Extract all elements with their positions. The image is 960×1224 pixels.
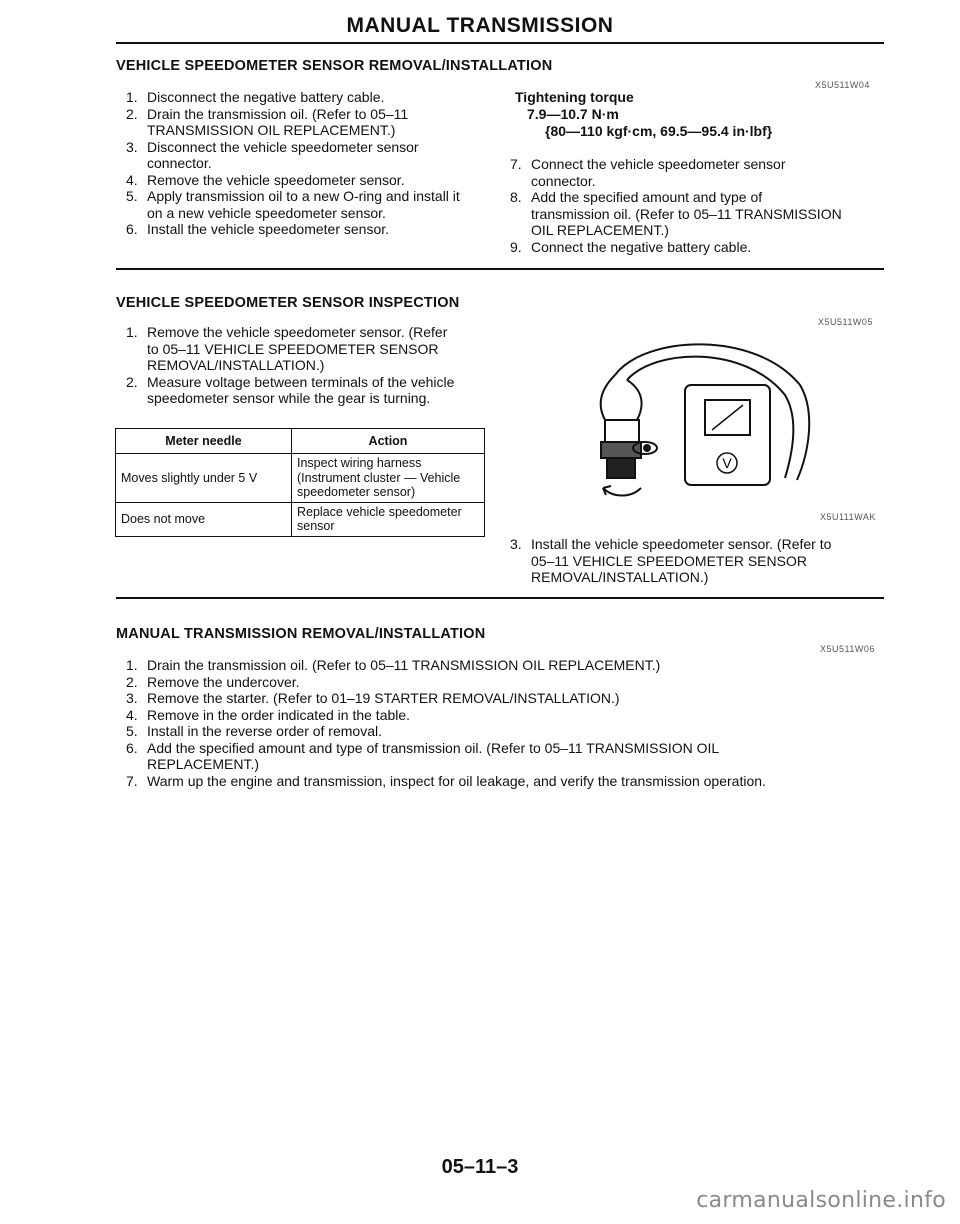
step-text-line: REPLACEMENT.) (147, 756, 260, 772)
step-text-line: connector. (147, 155, 212, 171)
section-divider-2 (116, 597, 884, 599)
step-text-line: TRANSMISSION OIL REPLACEMENT.) (147, 122, 396, 138)
step-number: 2. (126, 673, 138, 690)
step-text-line: connector. (531, 172, 596, 189)
step-text-line: on a new vehicle speedometer sensor. (147, 204, 386, 221)
step-text-line: to 05–11 VEHICLE SPEEDOMETER SENSOR (147, 340, 439, 357)
figure-code: X5U111WAK (820, 512, 876, 522)
step-number: 2. (126, 373, 138, 390)
action-line: speedometer sensor) (297, 485, 416, 499)
step-number: 1. (126, 657, 138, 673)
list-item (126, 657, 886, 674)
step-text-line: Warm up the engine and transmission, inspect for oil leakage, and verify the transmission operation. (147, 772, 766, 789)
voltmeter-sensor-illustration (585, 330, 825, 510)
inspection-step-3 (510, 536, 890, 586)
step-number: 8. (510, 189, 522, 205)
meter-needle-table (115, 428, 485, 537)
step-text-line: OIL REPLACEMENT.) (531, 222, 669, 238)
step-text-line: Install in the reverse order of removal. (147, 723, 382, 739)
lead-wire-inner (627, 357, 793, 478)
list-item (510, 536, 890, 586)
list-item (126, 221, 496, 238)
list-item (126, 188, 496, 221)
step-text-line: REMOVAL/INSTALLATION.) (147, 357, 325, 373)
step-text-line: Connect the negative battery cable. (531, 238, 752, 255)
step-number: 9. (510, 238, 522, 255)
table-row (116, 454, 485, 503)
section-code: X5U511W06 (820, 644, 875, 654)
step-number: 5. (126, 723, 138, 739)
step-text-line: Remove in the order indicated in the table. (147, 706, 411, 723)
step-text-line: Connect the vehicle speedometer sensor (531, 156, 786, 172)
step-text-line: Disconnect the vehicle speedometer sensor (147, 138, 419, 155)
action-line: sensor (297, 519, 335, 533)
step-text-line: Drain the transmission oil. (Refer to 05–11 TRANSMISSION OIL REPLACEMENT.) (147, 657, 661, 673)
action-line: Inspect wiring harness (297, 456, 422, 470)
list-item (126, 374, 496, 407)
step-text-line: Disconnect the negative battery cable. (147, 89, 385, 105)
list-item (126, 740, 886, 773)
tightening-torque (515, 89, 772, 140)
table-row (116, 502, 485, 536)
inspection-steps (126, 324, 496, 407)
voltmeter-symbol: V (722, 455, 732, 471)
torque-label: Tightening torque (515, 89, 634, 105)
list-item (126, 723, 886, 740)
step-number: 6. (126, 221, 138, 237)
list-item (126, 106, 496, 139)
section-code: X5U511W05 (818, 317, 873, 327)
title-rule (116, 42, 884, 44)
torque-value-nm: 7.9—10.7 N·m (527, 106, 619, 122)
step-text-line: Apply transmission oil to a new O-ring and install it (147, 188, 460, 204)
step-text-line: Measure voltage between terminals of the vehicle (147, 373, 455, 390)
table-header-row (116, 429, 485, 454)
section-code: X5U511W04 (815, 80, 870, 90)
step-text-line: Remove the undercover. (147, 673, 300, 690)
page-number: 05–11–3 (441, 1156, 519, 1178)
list-item (126, 324, 496, 374)
table-header-meter-needle: Meter needle (116, 429, 292, 454)
removal-steps-left (126, 89, 496, 238)
step-number: 3. (126, 690, 138, 706)
list-item (510, 189, 890, 239)
needle-cell: Moves slightly under 5 V (116, 454, 292, 503)
needle-cell: Does not move (116, 502, 292, 536)
step-text-line: REMOVAL/INSTALLATION.) (531, 569, 709, 585)
step-text-line: Remove the vehicle speedometer sensor. (147, 171, 405, 188)
transmission-steps (126, 657, 886, 789)
removal-steps-right (510, 156, 890, 255)
step-number: 5. (126, 188, 138, 204)
step-number: 1. (126, 324, 138, 340)
step-number: 4. (126, 706, 138, 723)
action-cell (292, 454, 485, 503)
step-text-line: transmission oil. (Refer to 05–11 TRANSMISSION (531, 205, 842, 222)
step-text-line: Install the vehicle speedometer sensor. (Refer to (531, 536, 832, 552)
section-heading-transmission: MANUAL TRANSMISSION REMOVAL/INSTALLATION (116, 626, 486, 642)
list-item (126, 707, 886, 724)
step-text-line: Remove the vehicle speedometer sensor. (Refer (147, 324, 448, 340)
action-line: (Instrument cluster — Vehicle (297, 470, 461, 485)
step-number: 4. (126, 171, 138, 188)
section-heading-removal: VEHICLE SPEEDOMETER SENSOR REMOVAL/INSTALLATION (116, 58, 553, 74)
step-text-line: Add the specified amount and type of (531, 189, 763, 205)
step-number: 3. (510, 536, 522, 552)
step-number: 6. (126, 739, 138, 756)
list-item (510, 156, 890, 189)
list-item (126, 674, 886, 691)
step-number: 1. (126, 89, 138, 105)
list-item (126, 89, 496, 106)
action-cell (292, 502, 485, 536)
page-title: MANUAL TRANSMISSION (346, 14, 614, 37)
list-item (126, 139, 496, 172)
step-text-line: Add the specified amount and type of transmission oil. (Refer to 05–11 TRANSMISSION OIL (147, 739, 720, 756)
list-item (126, 172, 496, 189)
step-text-line: Install the vehicle speedometer sensor. (147, 221, 390, 237)
lead-wire-outer (615, 344, 809, 480)
step-number: 7. (510, 156, 522, 172)
step-number: 3. (126, 138, 138, 155)
watermark: carmanualsonline.info (696, 1188, 946, 1213)
action-line: Replace vehicle speedometer (297, 504, 462, 519)
step-text-line: Drain the transmission oil. (Refer to 05–11 (147, 105, 409, 122)
list-item (126, 690, 886, 707)
step-number: 7. (126, 772, 138, 789)
section-divider-1 (116, 268, 884, 270)
list-item (510, 239, 890, 256)
table-header-action: Action (292, 429, 485, 454)
torque-value-kgf: {80—110 kgf·cm, 69.5—95.4 in·lbf} (545, 123, 773, 139)
step-text-line: 05–11 VEHICLE SPEEDOMETER SENSOR (531, 552, 807, 569)
step-text-line: speedometer sensor while the gear is turning. (147, 390, 431, 406)
sensor-connector (605, 420, 639, 442)
list-item (126, 773, 886, 790)
step-text-line: Remove the starter. (Refer to 01–19 STARTER REMOVAL/INSTALLATION.) (147, 690, 620, 706)
section-heading-inspection: VEHICLE SPEEDOMETER SENSOR INSPECTION (116, 295, 460, 311)
step-number: 2. (126, 105, 138, 122)
